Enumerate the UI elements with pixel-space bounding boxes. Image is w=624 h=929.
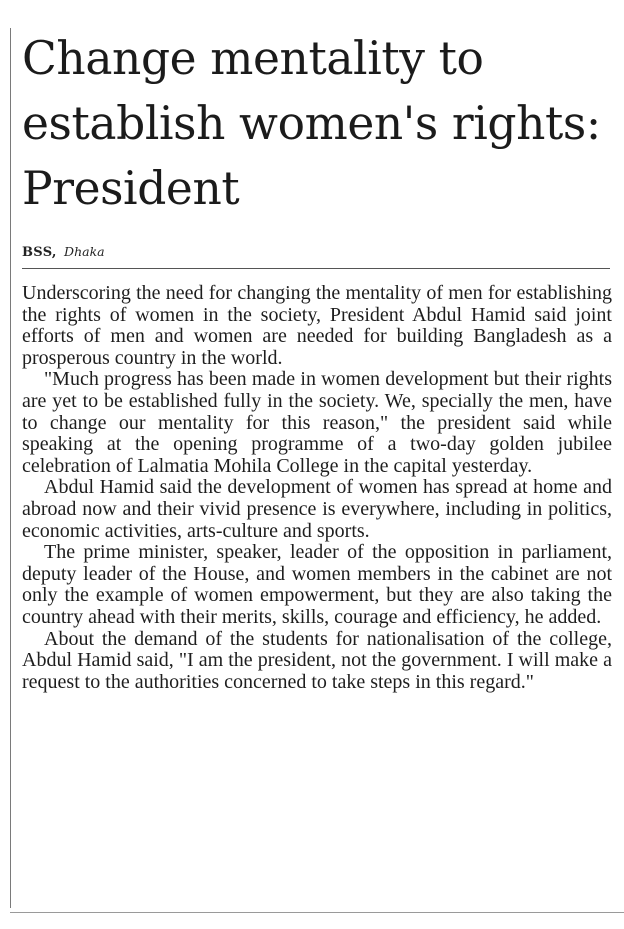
byline-divider xyxy=(22,268,610,269)
article-body xyxy=(22,283,612,693)
article-paragraph: "Much progress has been made in women development but their rights are yet to be established fully in the society. We, specially the men, have to change our mentality for this reason," the president said while speaking at the opening programme of a two-day golden jubilee celebration of Lalmatia Mohila College in the capital yesterday. xyxy=(22,368,612,477)
article-paragraph: The prime minister, speaker, leader of the opposition in parliament, deputy leader of the House, and women members in the cabinet are not only the example of women empowerment, but they are also taking the country ahead with their merits, skills, courage and efficiency, he added. xyxy=(22,541,612,628)
byline-agency: BSS, xyxy=(22,245,57,260)
article-paragraph: About the demand of the students for nationalisation of the college, Abdul Hamid said, "I am the president, not the government. I will make a request to the authorities concerned to take steps in this regard." xyxy=(22,627,612,693)
bottom-rule xyxy=(10,912,624,913)
left-column-rule xyxy=(10,28,11,908)
article-paragraph: Abdul Hamid said the development of women has spread at home and abroad now and their vivid presence is everywhere, including in politics, economic activities, arts-culture and sports. xyxy=(22,476,612,542)
byline xyxy=(22,243,105,262)
headline: Change mentality to establish women's rights: President xyxy=(22,32,601,215)
article-paragraph: Underscoring the need for changing the mentality of men for establishing the rights of women in the society, President Abdul Hamid said joint efforts of men and women are needed for building Bangladesh as a prosperous country in the world. xyxy=(22,282,612,369)
byline-place: Dhaka xyxy=(64,244,105,259)
